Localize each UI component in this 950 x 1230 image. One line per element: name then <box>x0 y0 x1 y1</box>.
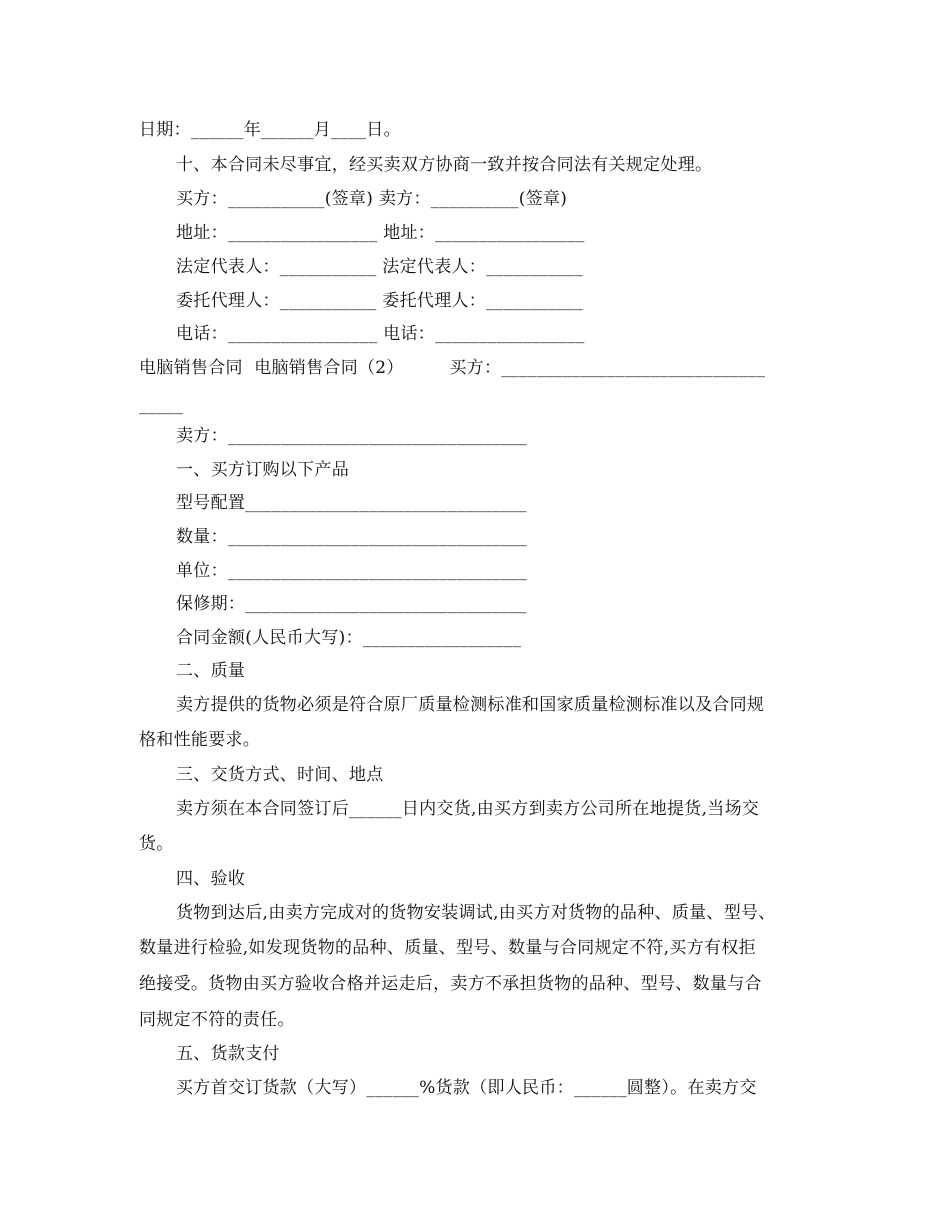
warranty-field: 保修期：________________________________ <box>176 594 527 614</box>
inspection-paragraph-line-3: 绝接受。货物由买方验收合格并运走后，卖方不承担货物的品种、型号、数量与合 <box>139 974 762 994</box>
section-five-heading: 五、货款支付 <box>176 1044 280 1064</box>
inspection-paragraph-line-1: 货物到达后,由卖方完成对的货物安装调试,由买方对货物的品种、质量、型号、 <box>176 903 776 923</box>
phone-line: 电话：_________________ 电话：_________________ <box>176 324 585 344</box>
payment-paragraph-line-1: 买方首交订货款（大写）______%货款（即人民币：______圆整）。在卖方交 <box>176 1078 757 1098</box>
section-one-heading: 一、买方订购以下产品 <box>176 460 349 480</box>
inspection-paragraph-line-2: 数量进行检验,如发现货物的品种、质量、型号、数量与合同规定不符,买方有权拒 <box>139 938 756 958</box>
model-config-field: 型号配置________________________________ <box>176 493 527 513</box>
address-line: 地址：_________________ 地址：_________________ <box>176 223 585 243</box>
clause-ten: 十、本合同未尽事宜，经买卖双方协商一致并按合同法有关规定处理。 <box>176 155 713 175</box>
unit-field: 单位：__________________________________ <box>176 561 528 581</box>
section-two-heading: 二、质量 <box>176 661 246 681</box>
agent-line: 委托代理人：___________ 委托代理人：___________ <box>176 291 583 311</box>
delivery-paragraph-line-2: 货。 <box>139 834 174 854</box>
quality-paragraph-line-2: 格和性能要求。 <box>139 730 261 750</box>
quantity-field: 数量：__________________________________ <box>176 527 528 547</box>
section-four-heading: 四、验收 <box>176 869 246 889</box>
section-three-heading: 三、交货方式、时间、地点 <box>176 765 384 785</box>
quality-paragraph-line-1: 卖方提供的货物必须是符合原厂质量检测标准和国家质量检测标准以及合同规 <box>176 695 765 715</box>
buyer-underline-continuation: _____ <box>139 395 183 415</box>
inspection-paragraph-line-4: 同规定不符的责任。 <box>139 1010 295 1030</box>
signature-party-line: 买方：___________(签章) 卖方：__________(签章) <box>176 189 568 209</box>
delivery-paragraph-line-1: 卖方须在本合同签订后______日内交货,由买方到卖方公司所在地提货,当场交 <box>176 799 760 819</box>
date-line: 日期：______年______月____日。 <box>139 120 401 140</box>
contract-title-line: 电脑销售合同 电脑销售合同（2） 买方：______________________________ <box>139 358 766 378</box>
seller-line: 卖方：__________________________________ <box>176 426 528 446</box>
contract-amount-field: 合同金额(人民币大写)：__________________ <box>176 628 522 648</box>
legal-representative-line: 法定代表人：___________ 法定代表人：___________ <box>176 257 583 277</box>
